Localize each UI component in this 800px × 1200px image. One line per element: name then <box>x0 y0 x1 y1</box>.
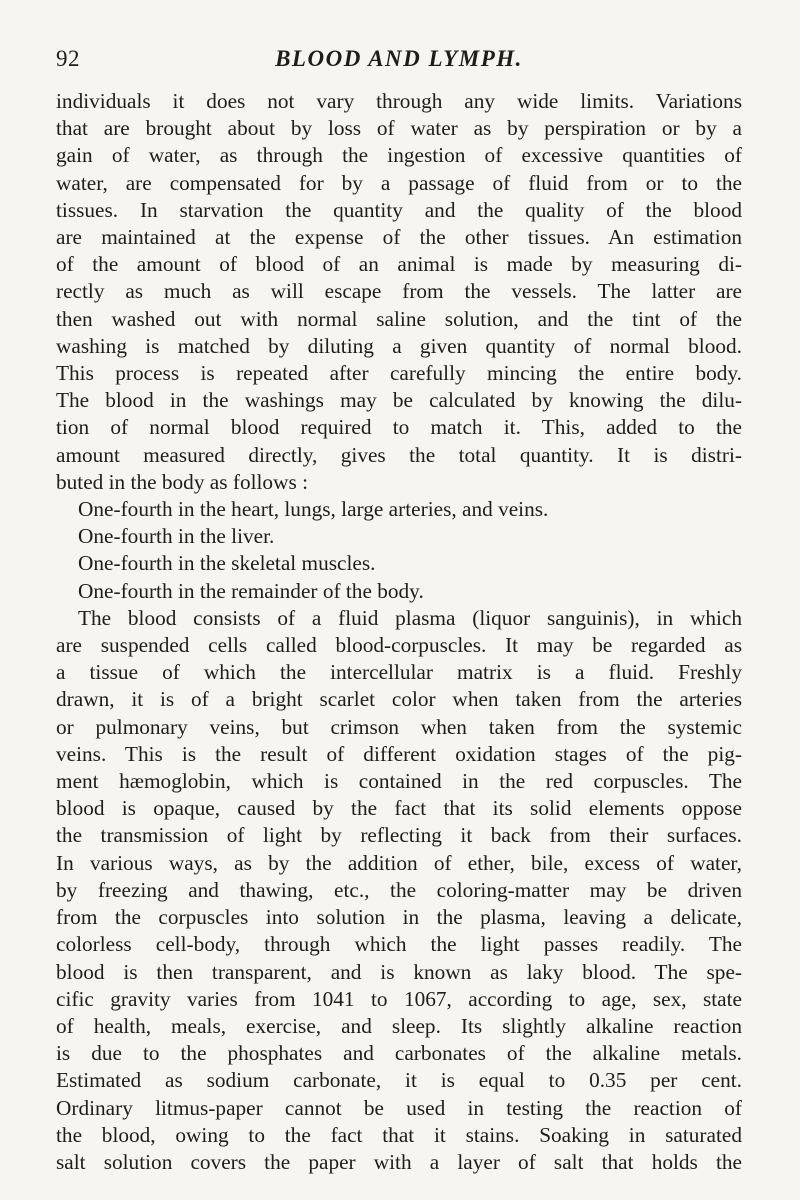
distribution-item: One-fourth in the skeletal muscles. <box>78 551 376 576</box>
text-line: water, are compensated for by a passage of fluid from or to the <box>56 170 742 195</box>
text-line: This process is repeated after carefully mincing the entire body. <box>56 361 742 386</box>
text-line: amount measured directly, gives the total quantity. It is distri- <box>56 442 742 467</box>
text-line: is due to the phosphates and carbonates of the alkaline metals. <box>56 1041 742 1066</box>
text-line: by freezing and thawing, etc., the coloring-matter may be driven <box>56 877 742 902</box>
text-line: blood is opaque, caused by the fact that its solid elements oppose <box>56 796 742 821</box>
page-header <box>56 46 742 80</box>
text-line: In various ways, as by the addition of ether, bile, excess of water, <box>56 850 742 875</box>
text-line: ment hæmoglobin, which is contained in the red corpuscles. The <box>56 769 742 794</box>
text-line: drawn, it is of a bright scarlet color when taken from the arteries <box>56 687 742 712</box>
text-line: gain of water, as through the ingestion of excessive quantities of <box>56 143 742 168</box>
text-line: Estimated as sodium carbonate, it is equal to 0.35 per cent. <box>56 1068 742 1093</box>
text-line: tissues. In starvation the quantity and the quality of the blood <box>56 197 742 222</box>
page-number: 92 <box>56 46 80 71</box>
text-line: cific gravity varies from 1041 to 1067, according to age, sex, state <box>56 986 742 1011</box>
text-line: are suspended cells called blood-corpuscles. It may be regarded as <box>56 633 742 658</box>
text-line: a tissue of which the intercellular matrix is a fluid. Freshly <box>56 660 742 685</box>
distribution-item: One-fourth in the remainder of the body. <box>78 578 424 603</box>
text-line: buted in the body as follows : <box>56 469 308 494</box>
text-line: that are brought about by loss of water as by perspiration or by a <box>56 116 742 141</box>
distribution-item: One-fourth in the heart, lungs, large arteries, and veins. <box>78 497 549 522</box>
text-line: of health, meals, exercise, and sleep. Its slightly alkaline reaction <box>56 1013 742 1038</box>
body-text <box>56 88 742 1176</box>
text-line: The blood in the washings may be calculated by knowing the dilu- <box>56 388 742 413</box>
text-line: then washed out with normal saline solution, and the tint of the <box>56 306 742 331</box>
text-line: colorless cell-body, through which the light passes readily. The <box>56 932 742 957</box>
text-line: from the corpuscles into solution in the plasma, leaving a delicate, <box>56 905 742 930</box>
text-line: Ordinary litmus-paper cannot be used in testing the reaction of <box>56 1095 742 1120</box>
text-line: tion of normal blood required to match it. This, added to the <box>56 415 742 440</box>
text-line: blood is then transparent, and is known as laky blood. The spe- <box>56 959 742 984</box>
text-line: washing is matched by diluting a given quantity of normal blood. <box>56 333 742 358</box>
text-line: of the amount of blood of an animal is made by measuring di- <box>56 252 742 277</box>
text-line: individuals it does not vary through any wide limits. Variations <box>56 89 742 113</box>
text-line: rectly as much as will escape from the vessels. The latter are <box>56 279 742 304</box>
text-line: the transmission of light by reflecting it back from their surfaces. <box>56 823 742 848</box>
text-line: or pulmonary veins, but crimson when taken from the systemic <box>56 714 742 739</box>
text-line: salt solution covers the paper with a layer of salt that holds the <box>56 1149 742 1174</box>
running-head: BLOOD AND LYMPH. <box>275 46 523 71</box>
distribution-item: One-fourth in the liver. <box>78 524 275 549</box>
text-line: are maintained at the expense of the other tissues. An estimation <box>56 225 742 250</box>
text-line: the blood, owing to the fact that it stains. Soaking in saturated <box>56 1122 742 1147</box>
text-line: The blood consists of a fluid plasma (liquor sanguinis), in which <box>78 605 742 630</box>
text-line: veins. This is the result of different oxidation stages of the pig- <box>56 741 742 766</box>
